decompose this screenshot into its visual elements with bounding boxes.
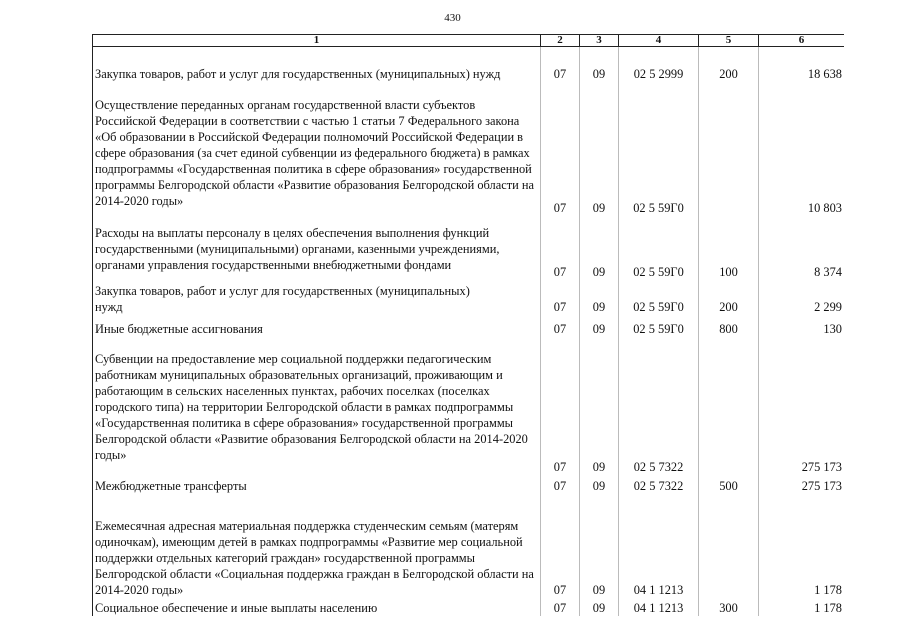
row-amount: 275 173 <box>759 337 845 475</box>
row-section: 07 <box>541 47 580 87</box>
row-description: Осуществление переданных органам государственной власти субъектов Российской Федерации в соответствии с частью 1 статьи 7 Федерального закона «Об образовании в Российской Федерации полномочий Российской Федерации в сфере образования (за счет единой субвенции из федерального бюджета) в рамках подпрограммы «Государственная политика в сфере образования» государственной программы Белгородской области «Развитие образования Белгородской области на 2014-2020 годы» <box>93 87 541 216</box>
table-row <box>93 598 845 616</box>
row-description: Закупка товаров, работ и услуг для государственных (муниципальных) нужд <box>93 280 541 315</box>
row-amount: 8 374 <box>759 216 845 280</box>
row-target-code: 02 5 7322 <box>619 337 699 475</box>
row-subsection: 09 <box>580 337 619 475</box>
table-row <box>93 475 845 494</box>
table-row <box>93 337 845 475</box>
row-subsection: 09 <box>580 475 619 494</box>
row-target-code: 04 1 1213 <box>619 494 699 598</box>
row-expense-type: 800 <box>699 315 759 337</box>
row-section: 07 <box>541 494 580 598</box>
row-description: Субвенции на предоставление мер социальной поддержки педагогическим работникам муниципальных образовательных организаций, проживающим и работающим в сельских населенных пунктах, рабочих поселках (поселках городского типа) на территории Белгородской области в рамках подпрограммы «Государственная политика в сфере образования» государственной программы Белгородской области «Развитие образования Белгородской области на 2014-2020 годы» <box>93 337 541 475</box>
row-amount: 130 <box>759 315 845 337</box>
header-row <box>93 35 845 47</box>
row-amount: 10 803 <box>759 87 845 216</box>
row-target-code: 04 1 1213 <box>619 598 699 616</box>
row-subsection: 09 <box>580 280 619 315</box>
header-col-3: 3 <box>580 35 619 47</box>
row-description: Социальное обеспечение и иные выплаты населению <box>93 598 541 616</box>
row-subsection: 09 <box>580 216 619 280</box>
table-row <box>93 280 845 315</box>
budget-table <box>92 34 844 616</box>
row-section: 07 <box>541 475 580 494</box>
row-section: 07 <box>541 337 580 475</box>
row-description: Закупка товаров, работ и услуг для государственных (муниципальных) нужд <box>93 47 541 87</box>
table-row <box>93 47 845 87</box>
row-target-code: 02 5 59Г0 <box>619 216 699 280</box>
row-subsection: 09 <box>580 87 619 216</box>
row-target-code: 02 5 2999 <box>619 47 699 87</box>
row-description: Иные бюджетные ассигнования <box>93 315 541 337</box>
row-target-code: 02 5 7322 <box>619 475 699 494</box>
table-row <box>93 315 845 337</box>
row-description: Ежемесячная адресная материальная поддержка студенческим семьям (матерям одиночкам), имеющим детей в рамках подпрограммы «Развитие мер социальной поддержки отдельных категорий граждан» государственной программы Белгородской области «Социальная поддержка граждан в Белгородской области на 2014-2020 годы» <box>93 494 541 598</box>
row-subsection: 09 <box>580 315 619 337</box>
row-description: Расходы на выплаты персоналу в целях обеспечения выполнения функций государственными (муниципальными) органами, казенными учреждениями, органами управления государственными внебюджетными фондами <box>93 216 541 280</box>
row-subsection: 09 <box>580 598 619 616</box>
row-description: Межбюджетные трансферты <box>93 475 541 494</box>
row-section: 07 <box>541 216 580 280</box>
row-section: 07 <box>541 598 580 616</box>
table-row <box>93 87 845 216</box>
header-col-5: 5 <box>699 35 759 47</box>
row-target-code: 02 5 59Г0 <box>619 315 699 337</box>
table-row <box>93 216 845 280</box>
row-expense-type <box>699 494 759 598</box>
row-amount: 1 178 <box>759 494 845 598</box>
table-row <box>93 494 845 598</box>
row-expense-type: 100 <box>699 216 759 280</box>
row-target-code: 02 5 59Г0 <box>619 87 699 216</box>
row-section: 07 <box>541 87 580 216</box>
row-subsection: 09 <box>580 47 619 87</box>
row-amount: 1 178 <box>759 598 845 616</box>
row-expense-type: 500 <box>699 475 759 494</box>
row-amount: 18 638 <box>759 47 845 87</box>
row-expense-type <box>699 337 759 475</box>
page-number: 430 <box>444 12 461 24</box>
row-amount: 275 173 <box>759 475 845 494</box>
row-section: 07 <box>541 315 580 337</box>
row-expense-type <box>699 87 759 216</box>
header-col-2: 2 <box>541 35 580 47</box>
header-col-1: 1 <box>93 35 541 47</box>
row-expense-type: 200 <box>699 47 759 87</box>
row-section: 07 <box>541 280 580 315</box>
row-subsection: 09 <box>580 494 619 598</box>
row-expense-type: 300 <box>699 598 759 616</box>
row-expense-type: 200 <box>699 280 759 315</box>
row-target-code: 02 5 59Г0 <box>619 280 699 315</box>
budget-table-frame <box>92 34 844 640</box>
header-col-6: 6 <box>759 35 845 47</box>
header-col-4: 4 <box>619 35 699 47</box>
row-amount: 2 299 <box>759 280 845 315</box>
